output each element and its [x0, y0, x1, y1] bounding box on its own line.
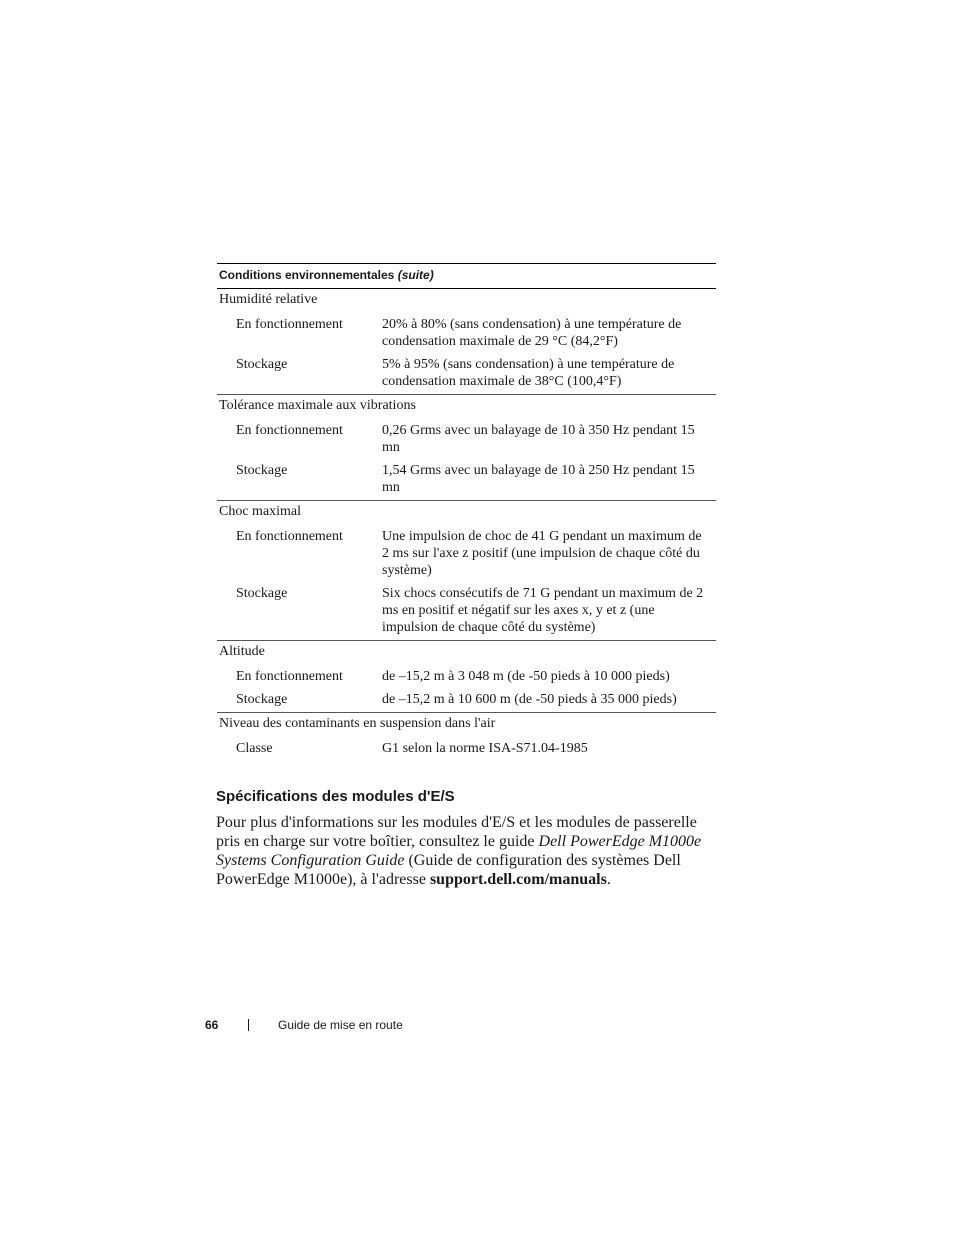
table-row	[217, 422, 716, 456]
row-value: Une impulsion de choc de 41 G pendant un maximum de 2 ms sur l'axe z positif (une impulsion de chaque côté du système)	[382, 529, 702, 578]
group-title: Tolérance maximale aux vibrations	[219, 398, 416, 413]
table-row	[217, 316, 716, 350]
table-row	[217, 691, 716, 708]
row-label: En fonctionnement	[236, 529, 343, 544]
section-paragraph	[216, 813, 716, 889]
para-text-1: Pour plus d'informations sur les modules d'E/S et les modules de passerelle pris en charge sur votre boîtier, consultez le guide	[216, 814, 697, 850]
para-text-3: .	[606, 871, 611, 888]
row-value: 5% à 95% (sans condensation) à une température de condensation maximale de 38°C (100,4°F)	[382, 357, 675, 389]
row-value: 1,54 Grms avec un balayage de 10 à 250 Hz pendant 15 mn	[382, 463, 695, 495]
table-row	[217, 462, 716, 496]
row-value: Six chocs consécutifs de 71 G pendant un maximum de 2 ms en positif et négatif sur les axes x, y et z (une impulsion de chaque côté du système)	[382, 586, 704, 635]
page-number: 66	[205, 1018, 219, 1032]
row-label: Stockage	[236, 692, 288, 707]
table-row	[217, 668, 716, 685]
row-value: 0,26 Grms avec un balayage de 10 à 350 Hz pendant 15 mn	[382, 423, 695, 455]
row-value: 20% à 80% (sans condensation) à une température de condensation maximale de 29 °C (84,2°F)	[382, 317, 682, 349]
row-label: Stockage	[236, 357, 288, 372]
group-title: Humidité relative	[219, 292, 318, 307]
row-value: G1 selon la norme ISA-S71.04-1985	[382, 741, 588, 756]
para-text-2: (Guide de configuration des systèmes Dell PowerEdge M1000e), à l'adresse	[216, 852, 681, 888]
group-airborne-contaminants	[217, 713, 716, 761]
row-label: Stockage	[236, 463, 288, 478]
table-row	[217, 585, 716, 636]
table-row	[217, 356, 716, 390]
group-title: Choc maximal	[219, 504, 302, 519]
row-label: Classe	[236, 741, 273, 756]
section-heading: Spécifications des modules d'E/S	[216, 788, 455, 805]
table-title-suffix: (suite)	[397, 268, 434, 282]
group-relative-humidity	[217, 289, 716, 395]
group-title: Niveau des contaminants en suspension dans l'air	[219, 716, 496, 731]
group-max-vibration	[217, 395, 716, 501]
row-value: de –15,2 m à 3 048 m (de -50 pieds à 10 000 pieds)	[382, 669, 670, 684]
group-title: Altitude	[219, 644, 265, 659]
table-row	[217, 740, 716, 757]
row-value: de –15,2 m à 10 600 m (de -50 pieds à 35 000 pieds)	[382, 692, 677, 707]
row-label: En fonctionnement	[236, 317, 343, 332]
row-label: En fonctionnement	[236, 669, 343, 684]
footer-title: Guide de mise en route	[278, 1018, 403, 1032]
table-row	[217, 528, 716, 579]
row-label: En fonctionnement	[236, 423, 343, 438]
group-max-shock	[217, 501, 716, 641]
guide-title: Dell PowerEdge M1000e Systems Configuration Guide	[216, 833, 702, 869]
environmental-specs-table	[217, 263, 716, 761]
group-altitude	[217, 641, 716, 713]
table-title: Conditions environnementales	[219, 268, 395, 282]
footer-separator	[248, 1019, 249, 1031]
row-label: Stockage	[236, 586, 288, 601]
table-header	[217, 264, 716, 289]
support-url: support.dell.com/manuals	[429, 871, 607, 888]
